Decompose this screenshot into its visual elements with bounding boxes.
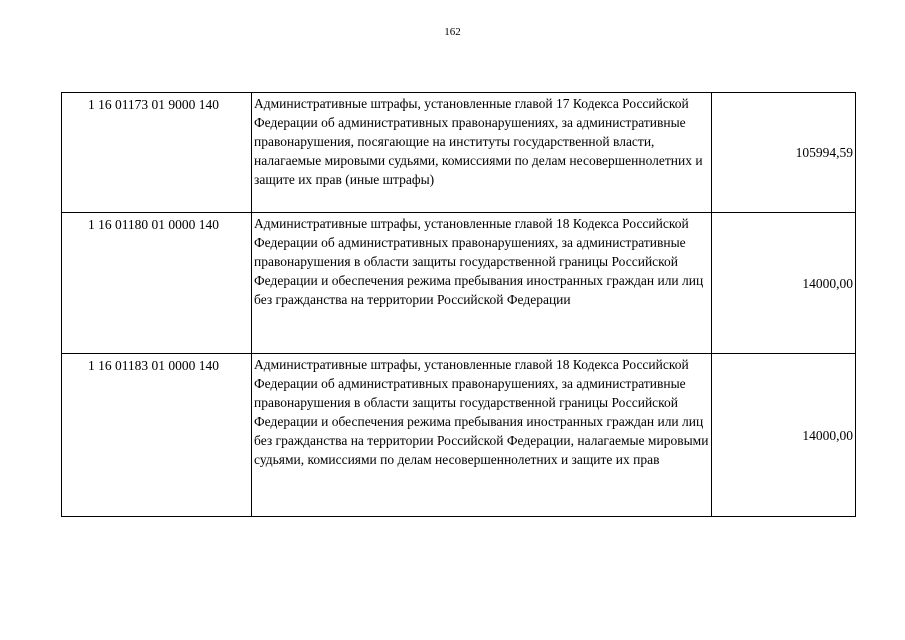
amount-cell: 105994,59 <box>712 93 856 213</box>
table-row <box>62 354 856 517</box>
budget-code-cell: 1 16 01183 01 0000 140 <box>62 354 252 517</box>
amount-cell: 14000,00 <box>712 354 856 517</box>
description-cell: Административные штрафы, установленные главой 17 Кодекса Российской Федерации об административных правонарушениях, за административные правонарушения, посягающие на институты государственной власти, налагаемые мировыми судьями, комиссиями по делам несовершеннолетних и защите их прав (иные штрафы) <box>252 93 712 213</box>
table-row <box>62 93 856 213</box>
amount-cell: 14000,00 <box>712 213 856 354</box>
budget-code-cell: 1 16 01180 01 0000 140 <box>62 213 252 354</box>
description-cell: Административные штрафы, установленные главой 18 Кодекса Российской Федерации об административных правонарушениях, за административные правонарушения в области защиты государственной границы Российской Федерации и обеспечения режима пребывания иностранных граждан или лиц без гражданства на территории Российской Федерации <box>252 213 712 354</box>
table-row <box>62 213 856 354</box>
budget-code-cell: 1 16 01173 01 9000 140 <box>62 93 252 213</box>
budget-table <box>61 92 856 517</box>
description-cell: Административные штрафы, установленные главой 18 Кодекса Российской Федерации об административных правонарушениях, за административные правонарушения в области защиты государственной границы Российской Федерации и обеспечения режима пребывания иностранных граждан или лиц без гражданства на территории Российской Федерации, налагаемые мировыми судьями, комиссиями по делам несовершеннолетних и защите их прав <box>252 354 712 517</box>
page-number: 162 <box>444 26 461 38</box>
